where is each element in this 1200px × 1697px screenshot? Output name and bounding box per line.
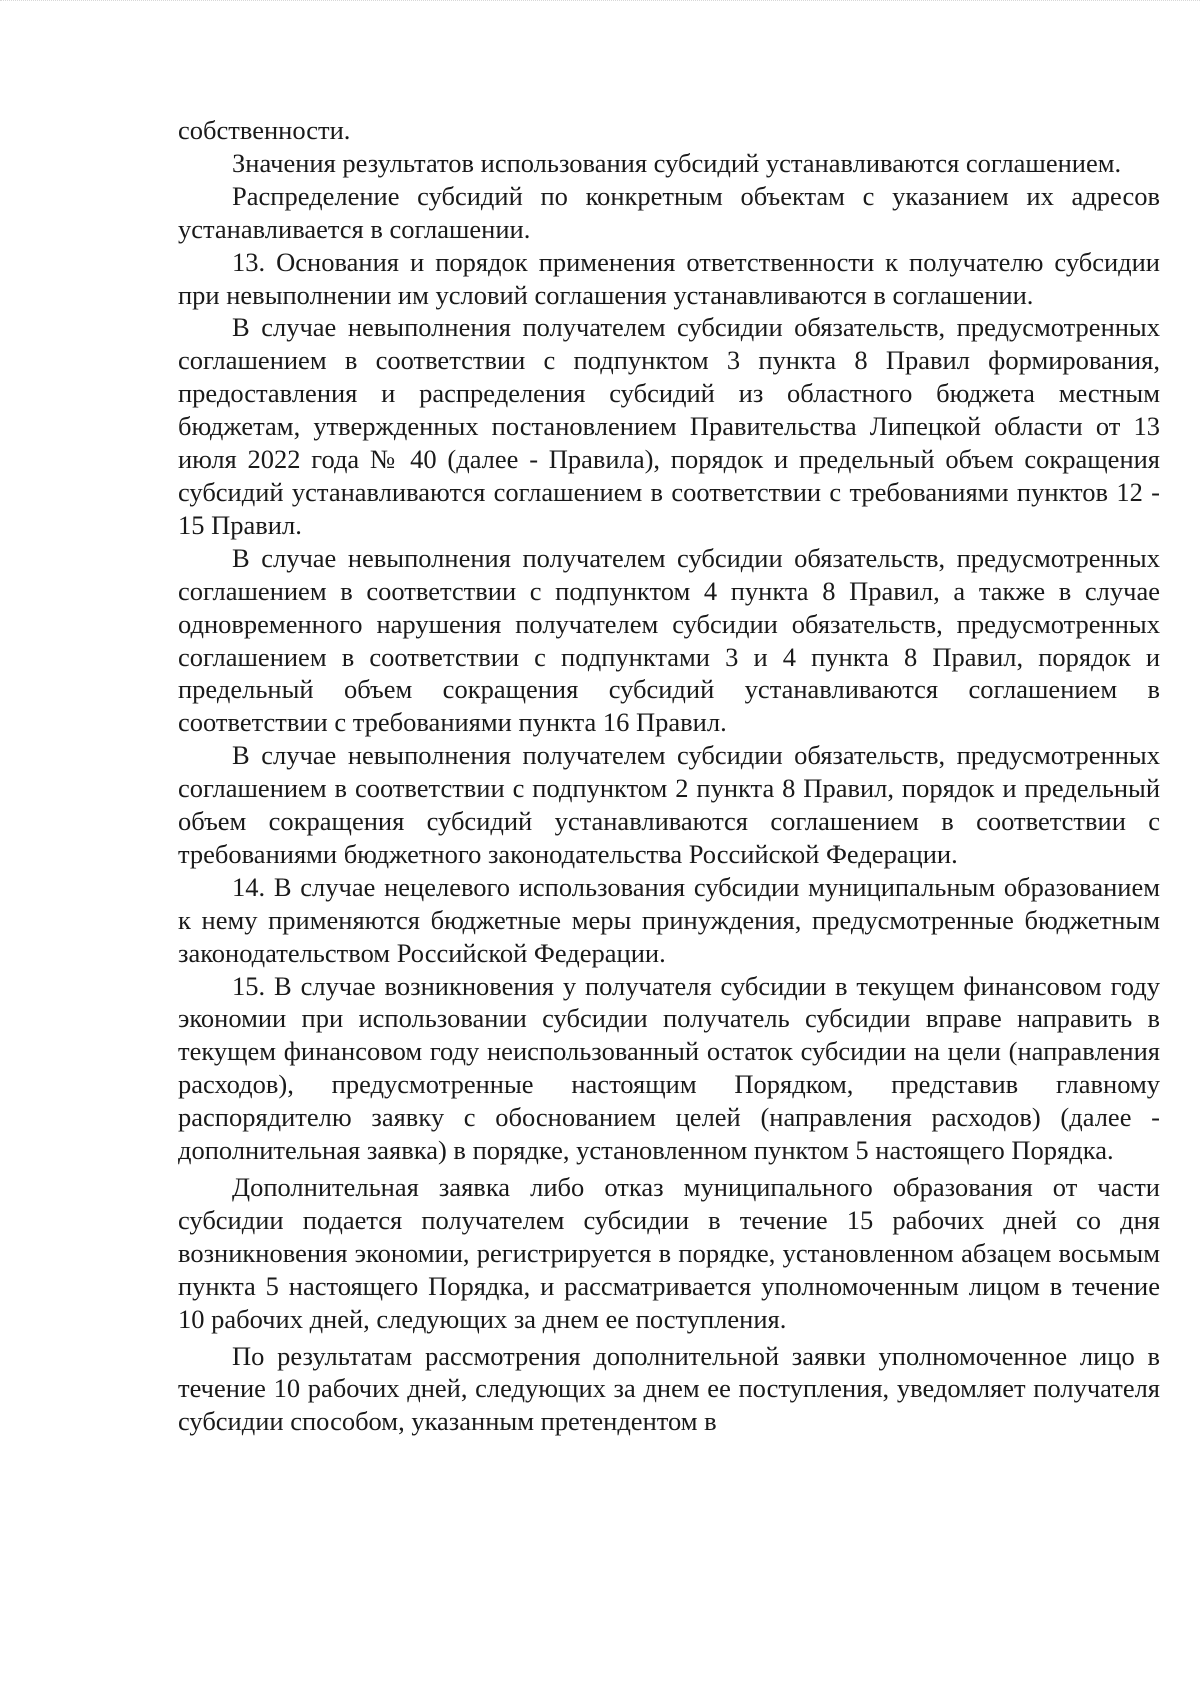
paragraph-8: 14. В случае нецелевого использования субсидии муниципальным образованием к нему применяются бюджетные меры принуждения, предусмотренные бюджетным законодательством Российской Федерации. (178, 871, 1160, 968)
document-body (178, 114, 1160, 1438)
paragraph-7: В случае невыполнения получателем субсидии обязательств, предусмотренных соглашением в соответствии с подпунктом 2 пункта 8 Правил, порядок и предельный объем сокращения субсидий устанавливаются соглашением в соответствии с требованиями бюджетного законодательства Российской Федерации. (178, 740, 1160, 869)
paragraph-6: В случае невыполнения получателем субсидии обязательств, предусмотренных соглашением в соответствии с подпунктом 4 пункта 8 Правил, а также в случае одновременного нарушения получателем субсидии обязательств, предусмотренных соглашением в соответствии с подпунктами 3 и 4 пункта 8 Правил, порядок и предельный объем сокращения субсидий устанавливаются соглашением в соответствии с требованиями пункта 16 Правил. (178, 542, 1160, 738)
paragraph-10: Дополнительная заявка либо отказ муниципального образования от части субсидии подается получателем субсидии в течение 15 рабочих дней со дня возникновения экономии, регистрируется в порядке, установленном абзацем восьмым пункта 5 настоящего Порядка, и рассматривается уполномоченным лицом в течение 10 рабочих дней, следующих за днем ее поступления. (178, 1172, 1160, 1334)
paragraph-5: В случае невыполнения получателем субсидии обязательств, предусмотренных соглашением в соответствии с подпунктом 3 пункта 8 Правил формирования, предоставления и распределения субсидий из областного бюджета местным бюджетам, утвержденных постановлением Правительства Липецкой области от 13 июля 2022 года № 40 (далее - Правила), порядок и предельный объем сокращения субсидий устанавливаются соглашением в соответствии с требованиями пунктов 12 - 15 Правил. (178, 312, 1160, 540)
paragraph-11: По результатам рассмотрения дополнительной заявки уполномоченное лицо в течение 10 рабочих дней, следующих за днем ее поступления, уведомляет получателя субсидии способом, указанным претендентом в (178, 1340, 1160, 1437)
paragraph-2: Значения результатов использования субсидий устанавливаются соглашением. (232, 147, 1122, 178)
paragraph-4: 13. Основания и порядок применения ответственности к получателю субсидии при невыполнении им условий соглашения устанавливаются в соглашении. (178, 246, 1160, 310)
paragraph-1: собственности. (178, 115, 351, 145)
paragraph-9: 15. В случае возникновения у получателя субсидии в текущем финансовом году экономии при использовании субсидии получатель субсидии вправе направить в текущем финансовом году неиспользованный остаток субсидии на цели (направления расходов), предусмотренные настоящим Порядком, представив главному распорядителю заявку с обоснованием целей (направления расходов) (далее - дополнительная заявка) в порядке, установленном пунктом 5 настоящего Порядка. (178, 970, 1160, 1166)
paragraph-3: Распределение субсидий по конкретным объектам с указанием их адресов устанавливается в соглашении. (178, 180, 1160, 244)
